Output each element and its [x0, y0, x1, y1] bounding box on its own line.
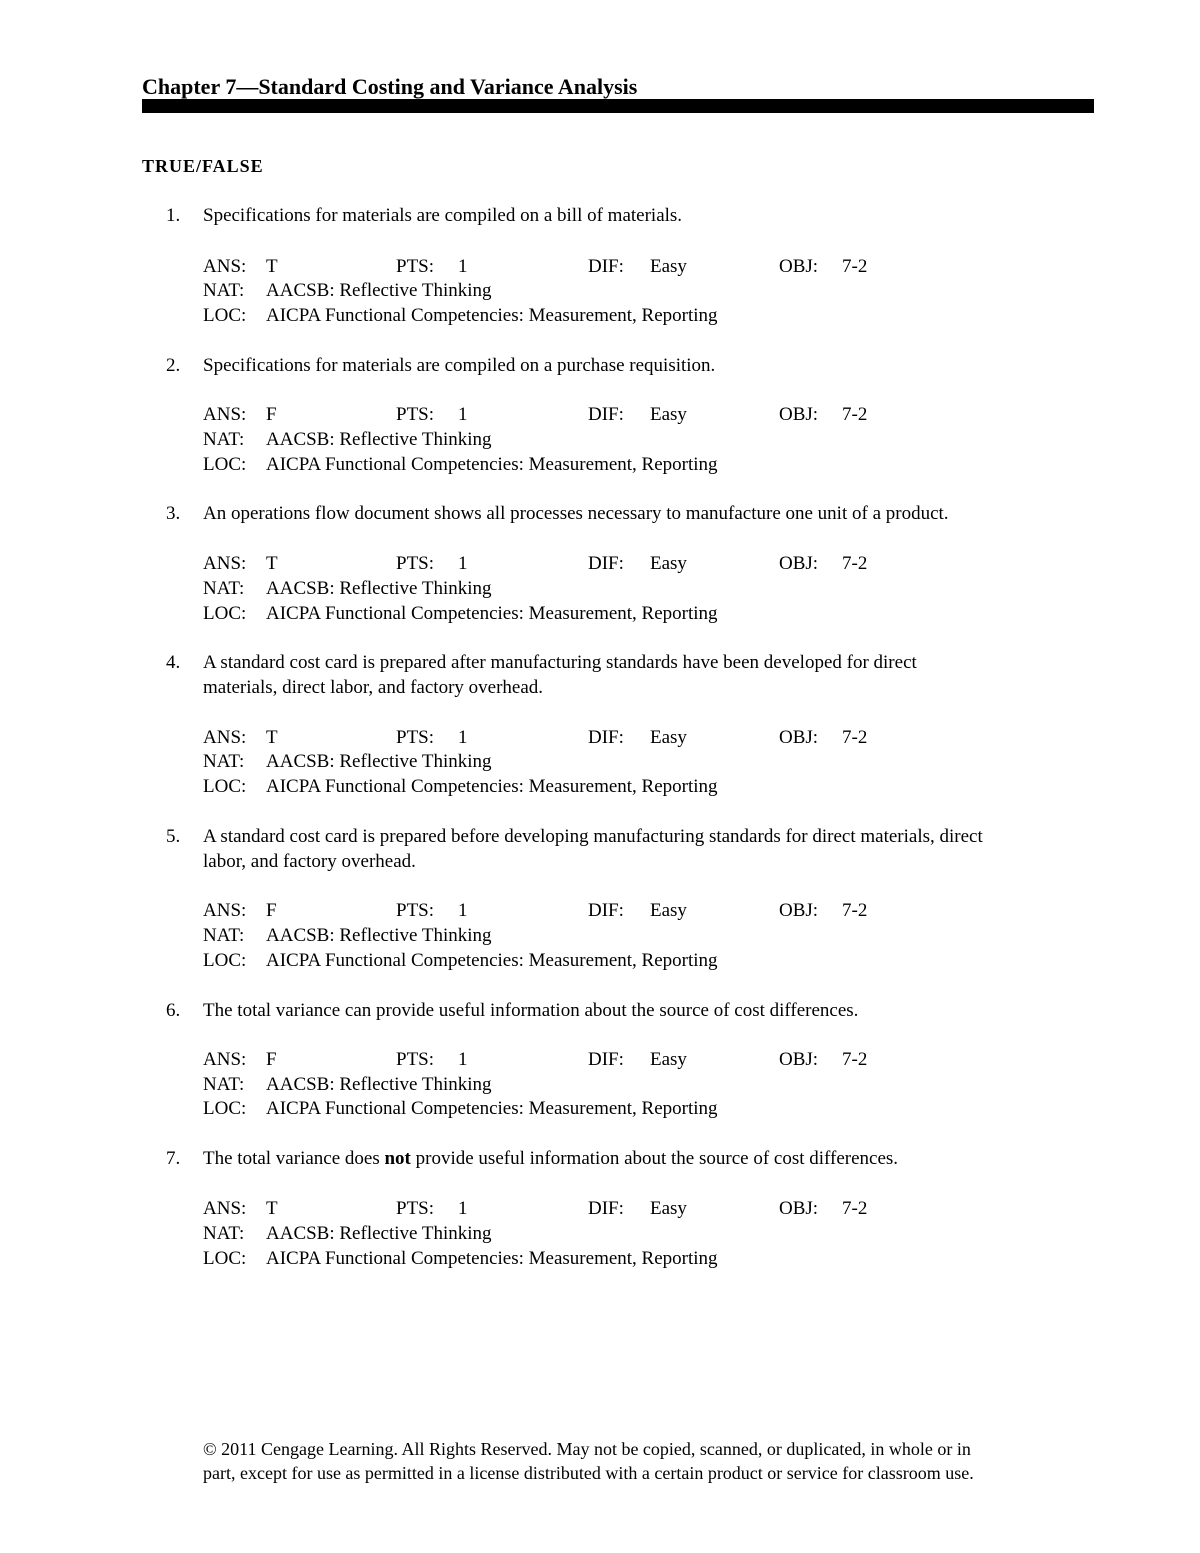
- answer-row: [203, 725, 1103, 750]
- loc-value: AICPA Functional Competencies: Measurement, Reporting: [266, 1098, 718, 1119]
- answer-row: [203, 551, 1103, 576]
- nat-value: AACSB: Reflective Thinking: [266, 429, 492, 450]
- nat-row: [203, 576, 1103, 601]
- nat-value: AACSB: Reflective Thinking: [266, 280, 492, 301]
- nat-row: [203, 427, 1103, 452]
- ans-value: F: [266, 1049, 277, 1070]
- ans-label: ANS:: [203, 553, 247, 574]
- loc-row: [203, 1246, 1103, 1271]
- ans-label: ANS:: [203, 1049, 247, 1070]
- pts-value: 1: [458, 553, 468, 574]
- copyright-footer: [203, 1437, 1083, 1485]
- obj-label: OBJ:: [779, 1198, 819, 1219]
- question-text: [203, 650, 1095, 700]
- pts-label: PTS:: [396, 1198, 435, 1219]
- question-text-line: [203, 1146, 1095, 1171]
- dif-label: DIF:: [588, 727, 624, 748]
- nat-label: NAT:: [203, 1223, 245, 1244]
- loc-row: [203, 303, 1103, 328]
- question-number: 1.: [166, 205, 181, 226]
- question-text-line: An operations flow document shows all processes necessary to manufacture one unit of a product.: [203, 503, 949, 524]
- question-text-line: Specifications for materials are compiled on a purchase requisition.: [203, 355, 716, 376]
- nat-value: AACSB: Reflective Thinking: [266, 578, 492, 599]
- loc-label: LOC:: [203, 603, 247, 624]
- loc-label: LOC:: [203, 950, 247, 971]
- question-text-line: materials, direct labor, and factory overhead.: [203, 677, 544, 698]
- dif-label: DIF:: [588, 404, 624, 425]
- obj-label: OBJ:: [779, 900, 819, 921]
- footer-line-1: © 2011 Cengage Learning. All Rights Reserved. May not be copied, scanned, or duplicated, in whole or in: [203, 1439, 971, 1459]
- pts-value: 1: [458, 1049, 468, 1070]
- pts-value: 1: [458, 1198, 468, 1219]
- loc-value: AICPA Functional Competencies: Measurement, Reporting: [266, 305, 718, 326]
- dif-value: Easy: [650, 1049, 687, 1070]
- question-number: 2.: [166, 355, 181, 376]
- loc-row: [203, 948, 1103, 973]
- question-number: 5.: [166, 826, 181, 847]
- question-text-line: Specifications for materials are compiled on a bill of materials.: [203, 205, 683, 226]
- ans-label: ANS:: [203, 900, 247, 921]
- nat-row: [203, 749, 1103, 774]
- ans-value: T: [266, 256, 278, 277]
- loc-label: LOC:: [203, 305, 247, 326]
- nat-value: AACSB: Reflective Thinking: [266, 1223, 492, 1244]
- ans-label: ANS:: [203, 256, 247, 277]
- question-text: [203, 998, 1095, 1023]
- nat-label: NAT:: [203, 925, 245, 946]
- dif-value: Easy: [650, 1198, 687, 1219]
- ans-value: T: [266, 1198, 278, 1219]
- obj-value: 7-2: [842, 900, 868, 921]
- question-text-emphasis: not: [384, 1148, 411, 1169]
- pts-label: PTS:: [396, 1049, 435, 1070]
- nat-value: AACSB: Reflective Thinking: [266, 925, 492, 946]
- dif-label: DIF:: [588, 1198, 624, 1219]
- question-text-line: A standard cost card is prepared after manufacturing standards have been developed for direct: [203, 652, 917, 673]
- ans-label: ANS:: [203, 1198, 247, 1219]
- pts-value: 1: [458, 900, 468, 921]
- loc-value: AICPA Functional Competencies: Measurement, Reporting: [266, 454, 718, 475]
- loc-value: AICPA Functional Competencies: Measurement, Reporting: [266, 950, 718, 971]
- pts-label: PTS:: [396, 727, 435, 748]
- obj-value: 7-2: [842, 1049, 868, 1070]
- question-text-before: The total variance does: [203, 1148, 385, 1169]
- loc-value: AICPA Functional Competencies: Measurement, Reporting: [266, 1248, 718, 1269]
- dif-value: Easy: [650, 900, 687, 921]
- obj-value: 7-2: [842, 256, 868, 277]
- obj-label: OBJ:: [779, 404, 819, 425]
- loc-value: AICPA Functional Competencies: Measurement, Reporting: [266, 776, 718, 797]
- ans-value: F: [266, 404, 277, 425]
- question-text: [203, 203, 1095, 228]
- dif-label: DIF:: [588, 553, 624, 574]
- loc-row: [203, 452, 1103, 477]
- nat-label: NAT:: [203, 280, 245, 301]
- ans-label: ANS:: [203, 404, 247, 425]
- pts-label: PTS:: [396, 553, 435, 574]
- question-number: 3.: [166, 503, 181, 524]
- ans-value: T: [266, 553, 278, 574]
- nat-value: AACSB: Reflective Thinking: [266, 1074, 492, 1095]
- question-text: [203, 1146, 1095, 1171]
- loc-label: LOC:: [203, 776, 247, 797]
- answer-row: [203, 402, 1103, 427]
- pts-value: 1: [458, 256, 468, 277]
- question-text-line: A standard cost card is prepared before developing manufacturing standards for direct materials, direct: [203, 826, 983, 847]
- loc-label: LOC:: [203, 1248, 247, 1269]
- dif-label: DIF:: [588, 1049, 624, 1070]
- obj-value: 7-2: [842, 404, 868, 425]
- nat-row: [203, 923, 1103, 948]
- dif-value: Easy: [650, 727, 687, 748]
- loc-value: AICPA Functional Competencies: Measurement, Reporting: [266, 603, 718, 624]
- dif-value: Easy: [650, 553, 687, 574]
- nat-label: NAT:: [203, 751, 245, 772]
- obj-label: OBJ:: [779, 1049, 819, 1070]
- loc-row: [203, 601, 1103, 626]
- nat-value: AACSB: Reflective Thinking: [266, 751, 492, 772]
- ans-label: ANS:: [203, 727, 247, 748]
- obj-value: 7-2: [842, 553, 868, 574]
- ans-value: T: [266, 727, 278, 748]
- footer-line-2: part, except for use as permitted in a license distributed with a certain product or service for classroom use.: [203, 1463, 974, 1483]
- nat-row: [203, 1072, 1103, 1097]
- nat-label: NAT:: [203, 1074, 245, 1095]
- page-title: Chapter 7—Standard Costing and Variance Analysis: [142, 74, 638, 99]
- question-number: 7.: [166, 1148, 181, 1169]
- answer-row: [203, 254, 1103, 279]
- pts-label: PTS:: [396, 900, 435, 921]
- obj-value: 7-2: [842, 1198, 868, 1219]
- ans-value: F: [266, 900, 277, 921]
- pts-label: PTS:: [396, 404, 435, 425]
- dif-label: DIF:: [588, 900, 624, 921]
- question-text-after: provide useful information about the source of cost differences.: [410, 1148, 899, 1169]
- nat-row: [203, 278, 1103, 303]
- obj-label: OBJ:: [779, 256, 819, 277]
- section-heading: TRUE/FALSE: [142, 156, 264, 176]
- loc-label: LOC:: [203, 454, 247, 475]
- nat-label: NAT:: [203, 578, 245, 599]
- dif-value: Easy: [650, 404, 687, 425]
- question-text: [203, 824, 1095, 874]
- pts-label: PTS:: [396, 256, 435, 277]
- loc-row: [203, 774, 1103, 799]
- question-text-line: labor, and factory overhead.: [203, 851, 416, 872]
- pts-value: 1: [458, 727, 468, 748]
- nat-label: NAT:: [203, 429, 245, 450]
- answer-row: [203, 1196, 1103, 1221]
- nat-row: [203, 1221, 1103, 1246]
- obj-value: 7-2: [842, 727, 868, 748]
- loc-row: [203, 1096, 1103, 1121]
- question-text: [203, 353, 1095, 378]
- obj-label: OBJ:: [779, 727, 819, 748]
- obj-label: OBJ:: [779, 553, 819, 574]
- question-text: [203, 501, 1095, 526]
- dif-value: Easy: [650, 256, 687, 277]
- dif-label: DIF:: [588, 256, 624, 277]
- loc-label: LOC:: [203, 1098, 247, 1119]
- answer-row: [203, 1047, 1103, 1072]
- answer-row: [203, 898, 1103, 923]
- question-number: 4.: [166, 652, 181, 673]
- question-text-line: The total variance can provide useful information about the source of cost differences.: [203, 1000, 859, 1021]
- pts-value: 1: [458, 404, 468, 425]
- question-number: 6.: [166, 1000, 181, 1021]
